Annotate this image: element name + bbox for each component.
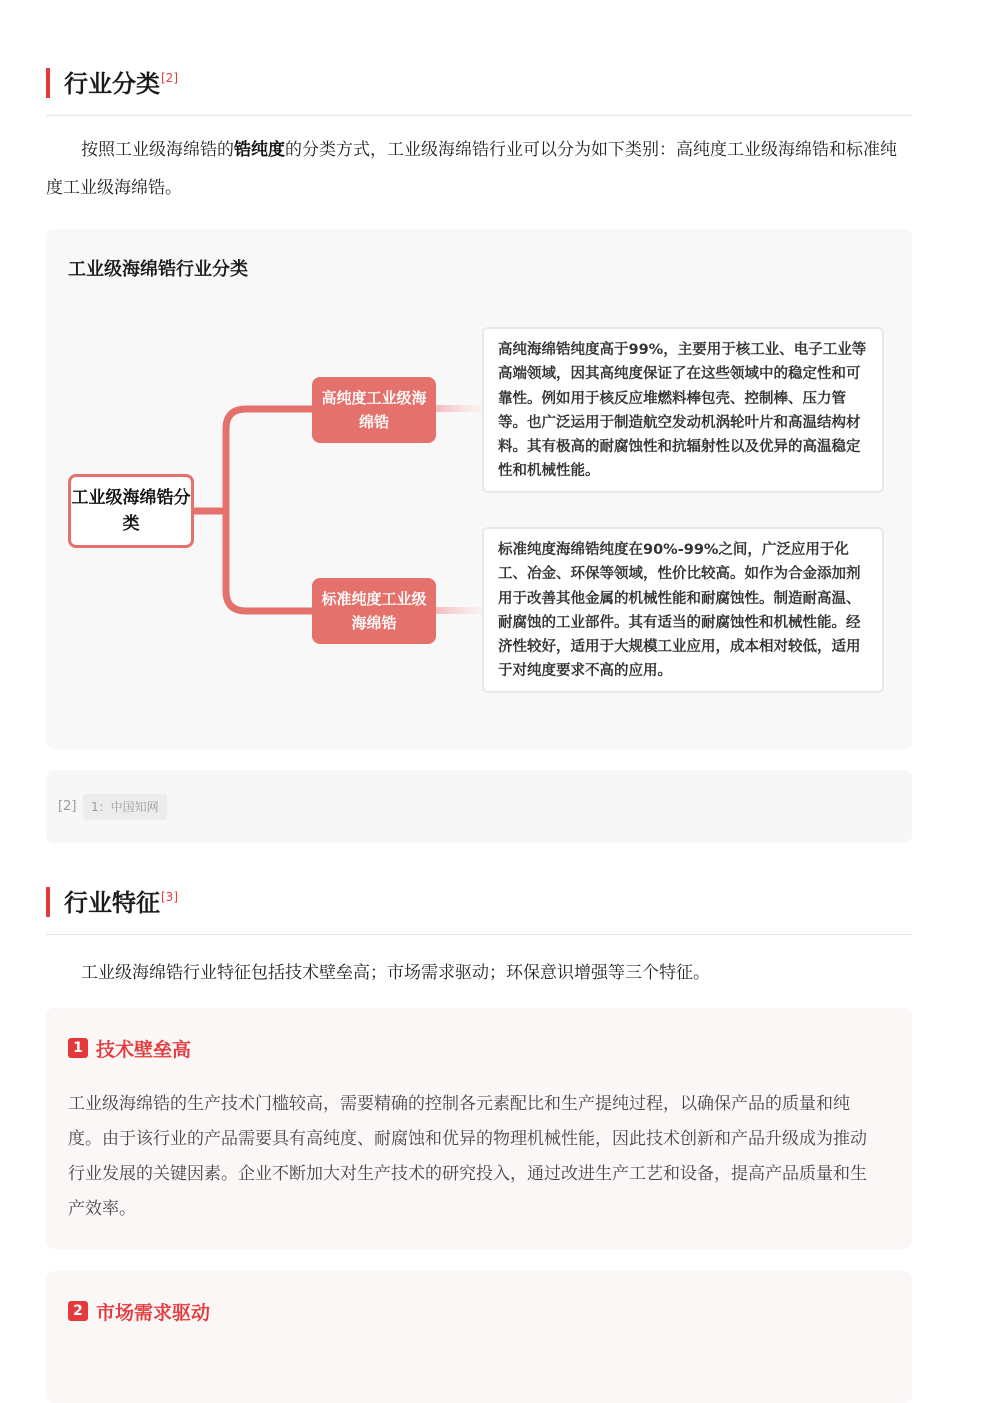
connector-leaf-2 <box>436 607 482 614</box>
reference-number: [2] <box>58 799 77 814</box>
connector-branch-2 <box>226 511 312 611</box>
section-accent-bar <box>46 887 50 917</box>
classification-chart-card <box>46 229 912 749</box>
reference-source-tag[interactable]: 1：中国知网 <box>83 794 167 820</box>
classification-intro <box>46 131 912 207</box>
feature-text: 工业级海绵锆的生产技术门槛较高，需要精确的控制各元素配比和生产提纯过程，以确保产品的质量和纯度。由于该行业的产品需要具有高纯度、耐腐蚀和优异的物理机械性能，因此技术创新和产品升级成为推动行业发展的关键因素。企业不断加大对生产技术的研究投入，通过改进生产工艺和设备，提高产品质量和生产效率。 <box>68 1094 867 1219</box>
reference-link[interactable]: [3] <box>161 890 178 904</box>
mindmap-root-node: 工业级海绵锆分类 <box>68 474 194 548</box>
section-title-text: 行业特征 <box>64 889 160 917</box>
reference-link[interactable]: [2] <box>161 71 178 85</box>
feature-title: 技术壁垒高 <box>96 1039 192 1061</box>
mindmap-leaf-high-purity: 高纯海绵锆纯度高于99%，主要用于核工业、电子工业等高端领域，因其高纯度保证了在这些领域中的稳定性和可靠性。例如用于核反应堆燃料棒包壳、控制棒、压力管等。也广泛运用于制造航空发动机涡轮叶片和高温结构材料。其有极高的耐腐蚀性和抗辐射性以及优异的高温稳定性和机械性能。 <box>482 327 884 493</box>
section-divider <box>46 934 912 935</box>
chart-title: 工业级海绵锆行业分类 <box>68 259 248 280</box>
section-divider <box>46 115 912 116</box>
feature-number-badge: 1 <box>68 1038 88 1058</box>
mindmap-branch-standard-purity: 标准纯度工业级海绵锆 <box>312 578 436 644</box>
section-title <box>64 883 178 918</box>
characteristics-intro: 工业级海绵锆行业特征包括技术壁垒高；市场需求驱动；环保意识增强等三个特征。 <box>81 963 710 983</box>
section-accent-bar <box>46 68 50 98</box>
connector-leaf-1 <box>436 405 482 412</box>
reference-box <box>46 770 912 843</box>
feature-number-badge: 2 <box>68 1301 88 1321</box>
section-title <box>64 64 178 99</box>
section-title-text: 行业分类 <box>64 70 160 98</box>
feature-title: 市场需求驱动 <box>96 1302 211 1324</box>
intro-text: 按照工业级海绵锆的 <box>81 140 234 160</box>
feature-card-2 <box>46 1271 912 1403</box>
mindmap-branch-high-purity: 高纯度工业级海绵锆 <box>312 377 436 443</box>
mindmap-leaf-standard-purity: 标准纯度海绵锆纯度在90%-99%之间，广泛应用于化工、冶金、环保等领域，性价比较高。如作为合金添加剂用于改善其他金属的机械性能和耐腐蚀性。制造耐高温、耐腐蚀的工业部件。其有适当的耐腐蚀性和机械性能。经济性较好，适用于大规模工业应用，成本相对较低，适用于对纯度要求不高的应用。 <box>482 527 884 693</box>
intro-emphasis: 锆纯度 <box>234 140 285 160</box>
intro-text: 的分类方式，工业级海绵锆行业可以分为如下类别：高纯度工业级海绵锆和标准纯度工业级海绵锆。 <box>46 140 897 198</box>
connector-branch-1 <box>226 409 312 511</box>
feature-card-1 <box>46 1008 912 1249</box>
